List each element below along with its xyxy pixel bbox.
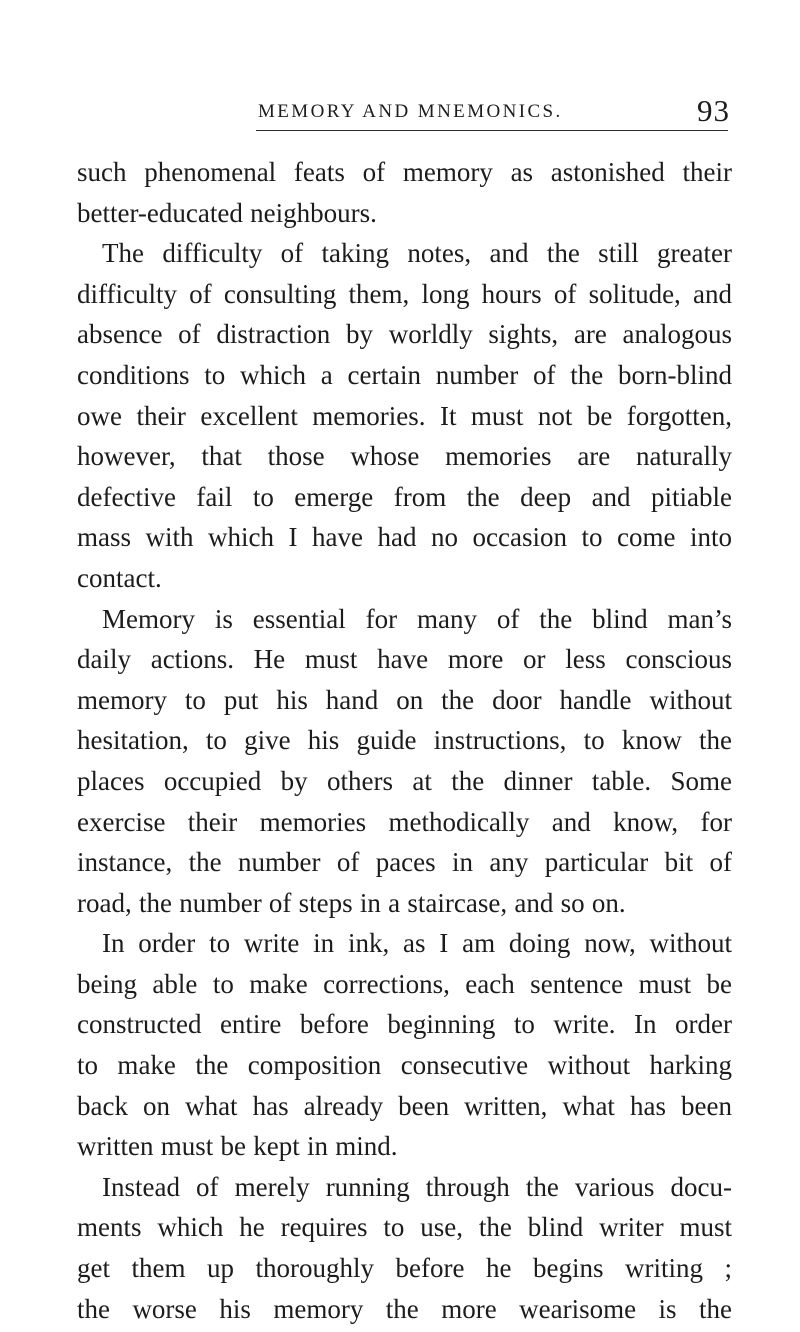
text-line: exercise their memories methodically and know, for <box>77 806 732 837</box>
running-head <box>0 91 800 131</box>
page-number: 93 <box>697 93 730 128</box>
text-line: Instead of merely running through the various docu- <box>102 1171 732 1202</box>
text-line: conditions to which a certain number of the born-blind <box>77 359 732 390</box>
text-line: places occupied by others at the dinner table. Some <box>77 765 732 796</box>
text-line: The difficulty of taking notes, and the still greater <box>102 238 732 269</box>
text-line: mass with which I have had no occasion to come into <box>77 522 732 553</box>
text-line: constructed entire before beginning to write. In order <box>77 1009 732 1040</box>
header-rule <box>256 130 728 131</box>
text-line: road, the number of steps in a staircase, and so on. <box>77 887 626 918</box>
text-line: such phenomenal feats of memory as astonished their <box>77 157 732 187</box>
text-line: In order to write in ink, as I am doing now, without <box>102 928 732 959</box>
text-line: defective fail to emerge from the deep and pitiable <box>77 481 732 512</box>
text-line: ments which he requires to use, the blind writer must <box>77 1212 732 1243</box>
body-text <box>77 155 732 1332</box>
text-line: owe their excellent memories. It must not be forgotten, <box>77 400 732 431</box>
text-line: Memory is essential for many of the blind man’s <box>102 603 732 634</box>
running-title: MEMORY AND MNEMONICS. <box>258 101 563 122</box>
text-line: better-educated neighbours. <box>77 197 377 228</box>
text-line: however, that those whose memories are naturally <box>77 441 732 472</box>
text-line: hesitation, to give his guide instructions, to know the <box>77 725 732 756</box>
text-line: memory to put his hand on the door handle without <box>77 684 732 715</box>
text-line: being able to make corrections, each sentence must be <box>77 968 732 999</box>
text-line: to make the composition consecutive without harking <box>77 1050 732 1081</box>
text-line: get them up thoroughly before he begins writing ; <box>77 1253 732 1284</box>
text-line: difficulty of consulting them, long hours of solitude, and <box>77 278 732 309</box>
text-line: absence of distraction by worldly sights, are analogous <box>77 319 732 350</box>
text-line: the worse his memory the more wearisome is the <box>77 1293 732 1324</box>
text-line: instance, the number of paces in any particular bit of <box>77 847 732 878</box>
text-line: written must be kept in mind. <box>77 1131 398 1162</box>
text-line: daily actions. He must have more or less conscious <box>77 644 732 675</box>
text-line: contact. <box>77 562 162 593</box>
text-line: back on what has already been written, what has been <box>77 1090 732 1121</box>
